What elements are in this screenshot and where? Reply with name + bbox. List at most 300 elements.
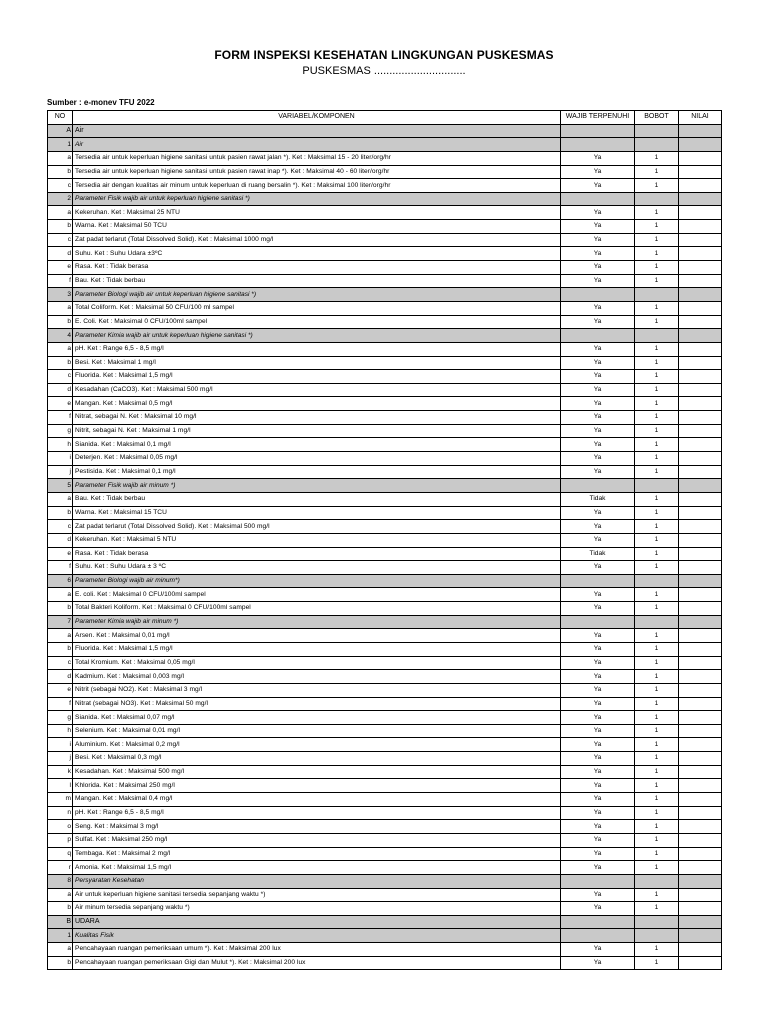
row-no: 1 xyxy=(48,929,73,943)
row-bobot: 1 xyxy=(635,670,679,684)
row-wajib-terpenuhi: Ya xyxy=(561,902,635,916)
row-bobot xyxy=(635,915,679,929)
row-nilai-cell[interactable] xyxy=(679,301,722,315)
row-wajib-terpenuhi xyxy=(561,192,635,206)
row-no: c xyxy=(48,656,73,670)
row-no: e xyxy=(48,261,73,275)
row-no: p xyxy=(48,833,73,847)
row-wajib-terpenuhi: Ya xyxy=(561,274,635,288)
row-variabel: Sulfat. Ket : Maksimal 250 mg/l xyxy=(73,833,561,847)
row-bobot: 1 xyxy=(635,902,679,916)
row-nilai-cell[interactable] xyxy=(679,206,722,220)
row-no: h xyxy=(48,724,73,738)
row-wajib-terpenuhi xyxy=(561,929,635,943)
row-bobot: 1 xyxy=(635,656,679,670)
row-variabel: Pestisida. Ket : Maksimal 0,1 mg/l xyxy=(73,465,561,479)
row-bobot: 1 xyxy=(635,847,679,861)
row-no: i xyxy=(48,738,73,752)
row-bobot: 1 xyxy=(635,683,679,697)
row-no: g xyxy=(48,711,73,725)
row-no: b xyxy=(48,902,73,916)
table-row xyxy=(48,520,722,534)
row-nilai-cell[interactable] xyxy=(679,165,722,179)
row-no: k xyxy=(48,765,73,779)
row-wajib-terpenuhi: Ya xyxy=(561,861,635,875)
row-nilai-cell[interactable] xyxy=(679,670,722,684)
row-bobot: 1 xyxy=(635,206,679,220)
row-variabel: Khlorida. Ket : Maksimal 250 mg/l xyxy=(73,779,561,793)
table-row xyxy=(48,765,722,779)
subsection-row xyxy=(48,192,722,206)
row-variabel: Zat padat terlarut (Total Dissolved Solid). Ket : Maksimal 500 mg/l xyxy=(73,520,561,534)
row-wajib-terpenuhi: Ya xyxy=(561,806,635,820)
row-wajib-terpenuhi: Ya xyxy=(561,247,635,261)
row-wajib-terpenuhi: Ya xyxy=(561,779,635,793)
row-nilai-cell[interactable] xyxy=(679,233,722,247)
row-wajib-terpenuhi: Tidak xyxy=(561,547,635,561)
table-row xyxy=(48,670,722,684)
table-row xyxy=(48,547,722,561)
row-wajib-terpenuhi: Ya xyxy=(561,165,635,179)
row-wajib-terpenuhi: Ya xyxy=(561,533,635,547)
row-no: a xyxy=(48,588,73,602)
row-no: h xyxy=(48,438,73,452)
row-no: a xyxy=(48,151,73,165)
table-row xyxy=(48,943,722,957)
row-variabel: Air untuk keperluan higiene sanitasi tersedia sepanjang waktu *) xyxy=(73,888,561,902)
row-wajib-terpenuhi: Ya xyxy=(561,179,635,193)
row-wajib-terpenuhi: Ya xyxy=(561,520,635,534)
table-row xyxy=(48,683,722,697)
row-variabel: Besi. Ket : Maksimal 1 mg/l xyxy=(73,356,561,370)
row-wajib-terpenuhi: Ya xyxy=(561,151,635,165)
row-variabel: Deterjen. Ket : Maksimal 0,05 mg/l xyxy=(73,452,561,466)
row-variabel: Kekeruhan. Ket : Maksimal 25 NTU xyxy=(73,206,561,220)
row-bobot: 1 xyxy=(635,165,679,179)
table-row xyxy=(48,806,722,820)
table-row xyxy=(48,356,722,370)
row-nilai-cell[interactable] xyxy=(679,383,722,397)
row-variabel: Sianida. Ket : Maksimal 0,07 mg/l xyxy=(73,711,561,725)
row-variabel: Nitrit (sebagai NO2). Ket : Maksimal 3 mg/l xyxy=(73,683,561,697)
row-nilai-cell[interactable] xyxy=(679,765,722,779)
row-no: q xyxy=(48,847,73,861)
row-bobot: 1 xyxy=(635,711,679,725)
row-nilai-cell[interactable] xyxy=(679,861,722,875)
row-wajib-terpenuhi xyxy=(561,124,635,138)
row-nilai-cell[interactable] xyxy=(679,397,722,411)
row-bobot: 1 xyxy=(635,411,679,425)
table-row xyxy=(48,697,722,711)
row-variabel: Amonia. Ket : Maksimal 1,5 mg/l xyxy=(73,861,561,875)
row-wajib-terpenuhi: Ya xyxy=(561,261,635,275)
table-row xyxy=(48,452,722,466)
row-wajib-terpenuhi: Ya xyxy=(561,383,635,397)
row-no: g xyxy=(48,424,73,438)
row-no: A xyxy=(48,124,73,138)
row-wajib-terpenuhi: Ya xyxy=(561,411,635,425)
row-bobot: 1 xyxy=(635,833,679,847)
subsection-title: Persyaratan Kesehatan xyxy=(73,874,561,888)
row-no: b xyxy=(48,315,73,329)
row-nilai-cell[interactable] xyxy=(679,492,722,506)
row-nilai-cell[interactable] xyxy=(679,220,722,234)
row-variabel: Pencahayaan ruangan pemeriksaan Gigi dan Mulut *). Ket : Maksimal 200 lux xyxy=(73,956,561,970)
row-nilai-cell[interactable] xyxy=(679,779,722,793)
row-wajib-terpenuhi xyxy=(561,874,635,888)
row-no: 8 xyxy=(48,874,73,888)
row-wajib-terpenuhi xyxy=(561,138,635,152)
row-nilai-cell[interactable] xyxy=(679,642,722,656)
row-nilai-cell[interactable] xyxy=(679,506,722,520)
subsection-row xyxy=(48,138,722,152)
row-variabel: Kesadahan. Ket : Maksimal 500 mg/l xyxy=(73,765,561,779)
row-wajib-terpenuhi xyxy=(561,915,635,929)
row-no: 1 xyxy=(48,138,73,152)
row-bobot: 1 xyxy=(635,397,679,411)
row-wajib-terpenuhi: Ya xyxy=(561,752,635,766)
row-nilai-cell[interactable] xyxy=(679,629,722,643)
row-variabel: Total Kromium. Ket : Maksimal 0,05 mg/l xyxy=(73,656,561,670)
row-nilai-cell[interactable] xyxy=(679,656,722,670)
table-row xyxy=(48,861,722,875)
row-bobot: 1 xyxy=(635,465,679,479)
row-wajib-terpenuhi: Ya xyxy=(561,847,635,861)
row-nilai-cell xyxy=(679,192,722,206)
row-nilai-cell[interactable] xyxy=(679,274,722,288)
row-no: n xyxy=(48,806,73,820)
table-row xyxy=(48,506,722,520)
row-nilai-cell xyxy=(679,138,722,152)
row-bobot xyxy=(635,288,679,302)
section-row xyxy=(48,124,722,138)
row-no: e xyxy=(48,397,73,411)
row-bobot: 1 xyxy=(635,492,679,506)
row-no: 6 xyxy=(48,574,73,588)
row-nilai-cell[interactable] xyxy=(679,342,722,356)
row-no: d xyxy=(48,670,73,684)
subsection-row xyxy=(48,329,722,343)
row-bobot xyxy=(635,124,679,138)
row-bobot: 1 xyxy=(635,179,679,193)
row-no: d xyxy=(48,247,73,261)
row-no: a xyxy=(48,888,73,902)
row-no: c xyxy=(48,233,73,247)
row-nilai-cell[interactable] xyxy=(679,793,722,807)
row-variabel: Fluorida. Ket : Maksimal 1,5 mg/l xyxy=(73,370,561,384)
row-nilai-cell[interactable] xyxy=(679,833,722,847)
table-row xyxy=(48,847,722,861)
subsection-title: Air xyxy=(73,138,561,152)
row-no: 3 xyxy=(48,288,73,302)
table-row xyxy=(48,820,722,834)
row-nilai-cell[interactable] xyxy=(679,752,722,766)
row-bobot xyxy=(635,874,679,888)
row-variabel: Nitrat (sebagai NO3). Ket : Maksimal 50 mg/l xyxy=(73,697,561,711)
row-nilai-cell[interactable] xyxy=(679,247,722,261)
header-nilai: NILAI xyxy=(679,111,722,125)
subsection-title: Parameter Kimia wajib air minum *) xyxy=(73,615,561,629)
row-variabel: E. coli. Ket : Maksimal 0 CFU/100ml sampel xyxy=(73,588,561,602)
row-bobot: 1 xyxy=(635,779,679,793)
row-nilai-cell xyxy=(679,479,722,493)
row-wajib-terpenuhi: Ya xyxy=(561,656,635,670)
row-wajib-terpenuhi: Ya xyxy=(561,820,635,834)
row-nilai-cell[interactable] xyxy=(679,847,722,861)
table-row xyxy=(48,724,722,738)
row-wajib-terpenuhi: Ya xyxy=(561,452,635,466)
row-bobot: 1 xyxy=(635,220,679,234)
row-nilai-cell[interactable] xyxy=(679,820,722,834)
row-bobot: 1 xyxy=(635,602,679,616)
row-no: d xyxy=(48,383,73,397)
row-bobot xyxy=(635,615,679,629)
row-wajib-terpenuhi: Ya xyxy=(561,397,635,411)
row-variabel: Tersedia air dengan kualitas air minum untuk keperluan di ruang bersalin *). Ket : Maksimal 100 liter/org/hr xyxy=(73,179,561,193)
row-nilai-cell[interactable] xyxy=(679,902,722,916)
table-row xyxy=(48,465,722,479)
row-nilai-cell[interactable] xyxy=(679,520,722,534)
row-no: d xyxy=(48,533,73,547)
section-title: UDARA xyxy=(73,915,561,929)
row-nilai-cell xyxy=(679,124,722,138)
row-wajib-terpenuhi: Ya xyxy=(561,793,635,807)
row-variabel: Total Coliform. Ket : Maksimal 50 CFU/100 ml sampel xyxy=(73,301,561,315)
table-row xyxy=(48,206,722,220)
subsection-title: Parameter Biologi wajib air untuk keperluan higiene sanitasi *) xyxy=(73,288,561,302)
row-no: o xyxy=(48,820,73,834)
row-variabel: Sianida. Ket : Maksimal 0,1 mg/l xyxy=(73,438,561,452)
row-variabel: Suhu. Ket : Suhu Udara ±3ºC xyxy=(73,247,561,261)
row-wajib-terpenuhi: Ya xyxy=(561,220,635,234)
table-row xyxy=(48,370,722,384)
row-bobot: 1 xyxy=(635,861,679,875)
row-bobot: 1 xyxy=(635,752,679,766)
row-nilai-cell[interactable] xyxy=(679,424,722,438)
row-no: a xyxy=(48,943,73,957)
row-no: 4 xyxy=(48,329,73,343)
table-row xyxy=(48,274,722,288)
row-nilai-cell[interactable] xyxy=(679,724,722,738)
row-wajib-terpenuhi: Ya xyxy=(561,438,635,452)
row-no: b xyxy=(48,506,73,520)
row-nilai-cell[interactable] xyxy=(679,179,722,193)
row-variabel: pH. Ket : Range 6,5 - 8,5 mg/l xyxy=(73,806,561,820)
row-wajib-terpenuhi: Ya xyxy=(561,642,635,656)
header-wajib-terpenuhi: WAJIB TERPENUHI xyxy=(561,111,635,125)
row-nilai-cell[interactable] xyxy=(679,588,722,602)
row-no: e xyxy=(48,547,73,561)
row-no: a xyxy=(48,342,73,356)
row-wajib-terpenuhi xyxy=(561,329,635,343)
row-bobot: 1 xyxy=(635,956,679,970)
row-bobot: 1 xyxy=(635,274,679,288)
row-nilai-cell[interactable] xyxy=(679,465,722,479)
row-variabel: Selenium. Ket : Maksimal 0,01 mg/l xyxy=(73,724,561,738)
row-no: j xyxy=(48,465,73,479)
row-wajib-terpenuhi: Ya xyxy=(561,301,635,315)
row-bobot: 1 xyxy=(635,301,679,315)
row-variabel: E. Coli. Ket : Maksimal 0 CFU/100ml sampel xyxy=(73,315,561,329)
row-nilai-cell xyxy=(679,288,722,302)
subsection-title: Parameter Fisik wajib air untuk keperluan higiene sanitasi *) xyxy=(73,192,561,206)
table-row xyxy=(48,301,722,315)
row-nilai-cell[interactable] xyxy=(679,711,722,725)
row-nilai-cell[interactable] xyxy=(679,533,722,547)
row-nilai-cell[interactable] xyxy=(679,561,722,575)
header-bobot: BOBOT xyxy=(635,111,679,125)
page-subtitle: PUSKESMAS .............................. xyxy=(302,65,466,77)
subsection-row xyxy=(48,615,722,629)
row-variabel: Fluorida. Ket : Maksimal 1,5 mg/l xyxy=(73,642,561,656)
table-row xyxy=(48,533,722,547)
row-bobot: 1 xyxy=(635,424,679,438)
row-variabel: Warna. Ket : Maksimal 15 TCU xyxy=(73,506,561,520)
row-bobot: 1 xyxy=(635,738,679,752)
row-variabel: Tersedia air untuk keperluan higiene sanitasi untuk pasien rawat jalan *). Ket : Maksimal 15 - 20 liter/org/hr xyxy=(73,151,561,165)
row-nilai-cell[interactable] xyxy=(679,956,722,970)
row-wajib-terpenuhi: Ya xyxy=(561,711,635,725)
row-wajib-terpenuhi: Ya xyxy=(561,765,635,779)
subsection-title: Kualitas Fisik xyxy=(73,929,561,943)
table-row xyxy=(48,902,722,916)
table-row xyxy=(48,342,722,356)
row-bobot: 1 xyxy=(635,588,679,602)
row-variabel: Kadmium. Ket : Maksimal 0,003 mg/l xyxy=(73,670,561,684)
row-bobot: 1 xyxy=(635,342,679,356)
row-bobot: 1 xyxy=(635,547,679,561)
row-no: f xyxy=(48,411,73,425)
table-row xyxy=(48,233,722,247)
row-wajib-terpenuhi: Ya xyxy=(561,233,635,247)
section-title: Air xyxy=(73,124,561,138)
table-row xyxy=(48,752,722,766)
header-variabel: VARIABEL/KOMPONEN xyxy=(73,111,561,125)
row-variabel: Air minum tersedia sepanjang waktu *) xyxy=(73,902,561,916)
row-nilai-cell[interactable] xyxy=(679,315,722,329)
row-no: B xyxy=(48,915,73,929)
row-no: a xyxy=(48,206,73,220)
table-row xyxy=(48,220,722,234)
row-no: m xyxy=(48,793,73,807)
row-bobot: 1 xyxy=(635,438,679,452)
row-nilai-cell[interactable] xyxy=(679,261,722,275)
row-nilai-cell xyxy=(679,574,722,588)
row-wajib-terpenuhi xyxy=(561,479,635,493)
table-row xyxy=(48,247,722,261)
row-wajib-terpenuhi: Ya xyxy=(561,588,635,602)
row-wajib-terpenuhi: Ya xyxy=(561,561,635,575)
row-variabel: Suhu. Ket : Suhu Udara ± 3 ºC xyxy=(73,561,561,575)
row-bobot: 1 xyxy=(635,520,679,534)
row-nilai-cell[interactable] xyxy=(679,411,722,425)
table-row xyxy=(48,602,722,616)
row-no: j xyxy=(48,752,73,766)
row-wajib-terpenuhi: Ya xyxy=(561,206,635,220)
row-bobot: 1 xyxy=(635,943,679,957)
row-bobot: 1 xyxy=(635,724,679,738)
row-bobot: 1 xyxy=(635,697,679,711)
row-nilai-cell[interactable] xyxy=(679,452,722,466)
row-variabel: Seng. Ket : Maksimal 3 mg/l xyxy=(73,820,561,834)
row-bobot: 1 xyxy=(635,247,679,261)
subsection-title: Parameter Kimia wajib air untuk keperluan higiene sanitasi *) xyxy=(73,329,561,343)
row-bobot: 1 xyxy=(635,533,679,547)
row-bobot xyxy=(635,192,679,206)
row-nilai-cell[interactable] xyxy=(679,370,722,384)
row-nilai-cell[interactable] xyxy=(679,738,722,752)
row-variabel: Total Bakteri Koliform. Ket : Maksimal 0 CFU/100ml sampel xyxy=(73,602,561,616)
row-bobot: 1 xyxy=(635,806,679,820)
row-no: i xyxy=(48,452,73,466)
row-variabel: Kesadahan (CaCO3). Ket : Maksimal 500 mg/l xyxy=(73,383,561,397)
table-row xyxy=(48,383,722,397)
page-title: FORM INSPEKSI KESEHATAN LINGKUNGAN PUSKESMAS xyxy=(214,48,554,62)
table-row xyxy=(48,956,722,970)
row-wajib-terpenuhi: Ya xyxy=(561,683,635,697)
header-no: NO xyxy=(48,111,73,125)
row-bobot: 1 xyxy=(635,261,679,275)
row-no: r xyxy=(48,861,73,875)
row-nilai-cell[interactable] xyxy=(679,547,722,561)
row-nilai-cell[interactable] xyxy=(679,697,722,711)
row-no: f xyxy=(48,274,73,288)
table-row xyxy=(48,165,722,179)
row-variabel: pH. Ket : Range 6,5 - 8,5 mg/l xyxy=(73,342,561,356)
subsection-title: Parameter Fisik wajib air minum *) xyxy=(73,479,561,493)
row-nilai-cell[interactable] xyxy=(679,943,722,957)
row-no: b xyxy=(48,356,73,370)
inspection-table xyxy=(47,110,722,970)
row-bobot: 1 xyxy=(635,765,679,779)
row-wajib-terpenuhi xyxy=(561,615,635,629)
table-row xyxy=(48,629,722,643)
table-row xyxy=(48,492,722,506)
row-variabel: Nitrat, sebagai N. Ket : Maksimal 10 mg/l xyxy=(73,411,561,425)
subsection-row xyxy=(48,479,722,493)
row-variabel: Mangan. Ket : Maksimal 0,4 mg/l xyxy=(73,793,561,807)
row-nilai-cell[interactable] xyxy=(679,806,722,820)
row-no: 7 xyxy=(48,615,73,629)
row-wajib-terpenuhi: Ya xyxy=(561,697,635,711)
row-bobot: 1 xyxy=(635,370,679,384)
row-wajib-terpenuhi: Ya xyxy=(561,833,635,847)
row-wajib-terpenuhi: Ya xyxy=(561,724,635,738)
row-bobot xyxy=(635,479,679,493)
row-bobot: 1 xyxy=(635,888,679,902)
row-no: c xyxy=(48,179,73,193)
table-row xyxy=(48,424,722,438)
row-no: b xyxy=(48,165,73,179)
table-row xyxy=(48,397,722,411)
row-wajib-terpenuhi: Ya xyxy=(561,356,635,370)
row-no: c xyxy=(48,520,73,534)
row-bobot: 1 xyxy=(635,642,679,656)
table-row xyxy=(48,411,722,425)
table-row xyxy=(48,711,722,725)
row-nilai-cell[interactable] xyxy=(679,683,722,697)
row-nilai-cell[interactable] xyxy=(679,888,722,902)
row-nilai-cell xyxy=(679,929,722,943)
row-bobot: 1 xyxy=(635,315,679,329)
row-variabel: Zat padat terlarut (Total Dissolved Solid). Ket : Maksimal 1000 mg/l xyxy=(73,233,561,247)
row-wajib-terpenuhi: Ya xyxy=(561,943,635,957)
row-nilai-cell[interactable] xyxy=(679,356,722,370)
row-nilai-cell[interactable] xyxy=(679,602,722,616)
subsection-row xyxy=(48,929,722,943)
row-nilai-cell[interactable] xyxy=(679,151,722,165)
row-nilai-cell[interactable] xyxy=(679,438,722,452)
